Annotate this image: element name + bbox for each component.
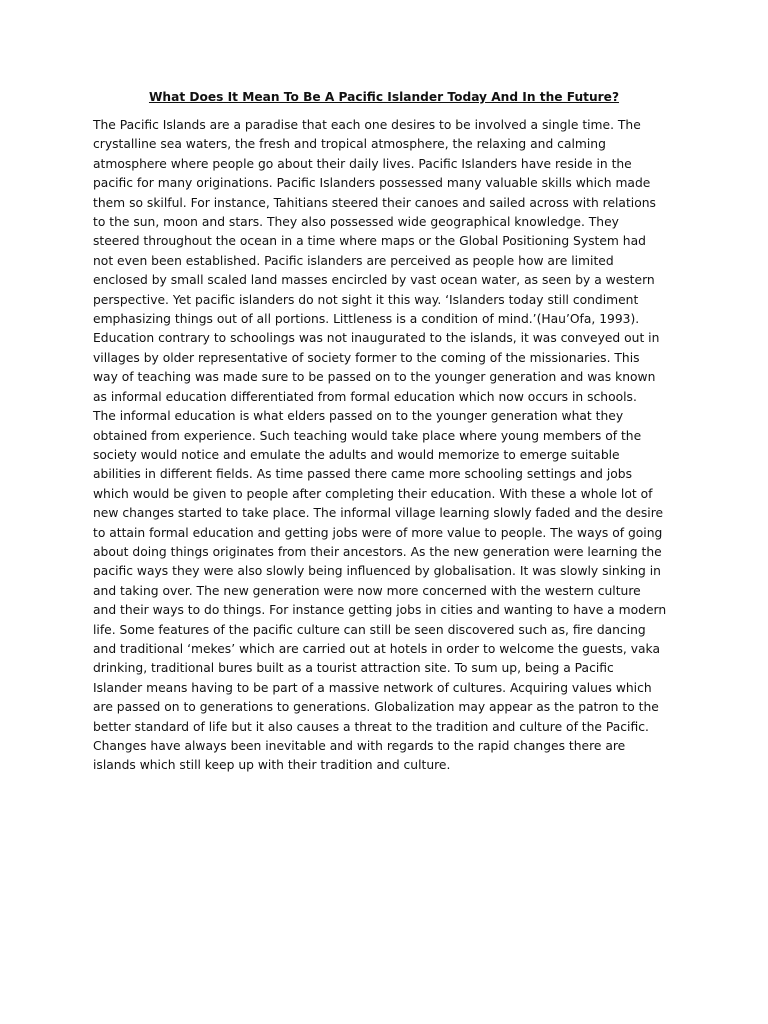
- essay-line: to the sun, moon and stars. They also possessed wide geographical knowledge. They: [93, 215, 619, 230]
- essay-line: abilities in different fields. As time passed there came more schooling settings and jobs: [93, 467, 633, 482]
- essay-line: life. Some features of the pacific culture can still be seen discovered such as, fire dancing: [93, 622, 646, 637]
- essay-line: drinking, traditional bures built as a tourist attraction site. To sum up, being a Pacific: [93, 661, 614, 676]
- essay-line: islands which still keep up with their tradition and culture.: [93, 758, 451, 773]
- essay-line: not even been established. Pacific islanders are perceived as people how are limited: [93, 253, 614, 268]
- essay-line: new changes started to take place. The informal village learning slowly faded and the desire: [93, 506, 664, 521]
- essay-line: perspective. Yet pacific islanders do not sight it this way. ‘Islanders today still condiment: [93, 292, 639, 307]
- essay-line: better standard of life but it also causes a threat to the tradition and culture of the Pacific.: [93, 719, 649, 734]
- essay-line: emphasizing things out of all portions. Littleness is a condition of mind.’(Hau’Ofa, 1993).: [93, 312, 640, 327]
- essay-line: obtained from experience. Such teaching would take place where young members of the: [93, 428, 642, 443]
- essay-line: society would notice and emulate the adults and would memorize to emerge suitable: [93, 447, 620, 462]
- essay-line: to attain formal education and getting jobs were of more value to people. The ways of going: [93, 525, 663, 540]
- essay-line: and traditional ‘mekes’ which are carried out at hotels in order to welcome the guests, vaka: [93, 641, 660, 656]
- essay-line: crystalline sea waters, the fresh and tropical atmosphere, the relaxing and calming: [93, 137, 606, 152]
- essay-line: about doing things originates from their ancestors. As the new generation were learning the: [93, 544, 662, 559]
- essay-line: which would be given to people after completing their education. With these a whole lot of: [93, 486, 653, 501]
- essay-line: Education contrary to schoolings was not inaugurated to the islands, it was conveyed out in: [93, 331, 660, 346]
- essay-line: and their ways to do things. For instance getting jobs in cities and wanting to have a modern: [93, 603, 667, 618]
- essay-line: Changes have always been inevitable and with regards to the rapid changes there are: [93, 739, 626, 753]
- essay-line: pacific ways they were also slowly being influenced by globalisation. It was slowly sinking in: [93, 564, 661, 579]
- essay-line: The informal education is what elders passed on to the younger generation what they: [93, 409, 624, 424]
- essay-line: them so skilful. For instance, Tahitians steered their canoes and sailed across with relations: [93, 195, 656, 210]
- essay-line: villages by older representative of society former to the coming of the missionaries. This: [93, 350, 640, 365]
- essay-line: enclosed by small scaled land masses encircled by vast ocean water, as seen by a western: [93, 273, 655, 288]
- essay-line: are passed on to generations to generations. Globalization may appear as the patron to the: [93, 700, 659, 715]
- essay-line: and taking over. The new generation were now more concerned with the western culture: [93, 583, 641, 598]
- essay-line: atmosphere where people go about their daily lives. Pacific Islanders have reside in the: [93, 156, 632, 171]
- essay-line: Islander means having to be part of a massive network of cultures. Acquiring values which: [93, 680, 652, 695]
- essay-line: way of teaching was made sure to be passed on to the younger generation and was known: [93, 370, 656, 385]
- essay-body: [93, 116, 683, 776]
- essay-line: pacific for many originations. Pacific Islanders possessed many valuable skills which made: [93, 176, 651, 191]
- document-title: What Does It Mean To Be A Pacific Islander Today And In the Future?: [148, 90, 620, 104]
- essay-line: steered throughout the ocean in a time where maps or the Global Positioning System had: [93, 234, 646, 249]
- essay-line: The Pacific Islands are a paradise that each one desires to be involved a single time. The: [93, 118, 641, 132]
- essay-line: as informal education differentiated from formal education which now occurs in schools.: [93, 389, 637, 404]
